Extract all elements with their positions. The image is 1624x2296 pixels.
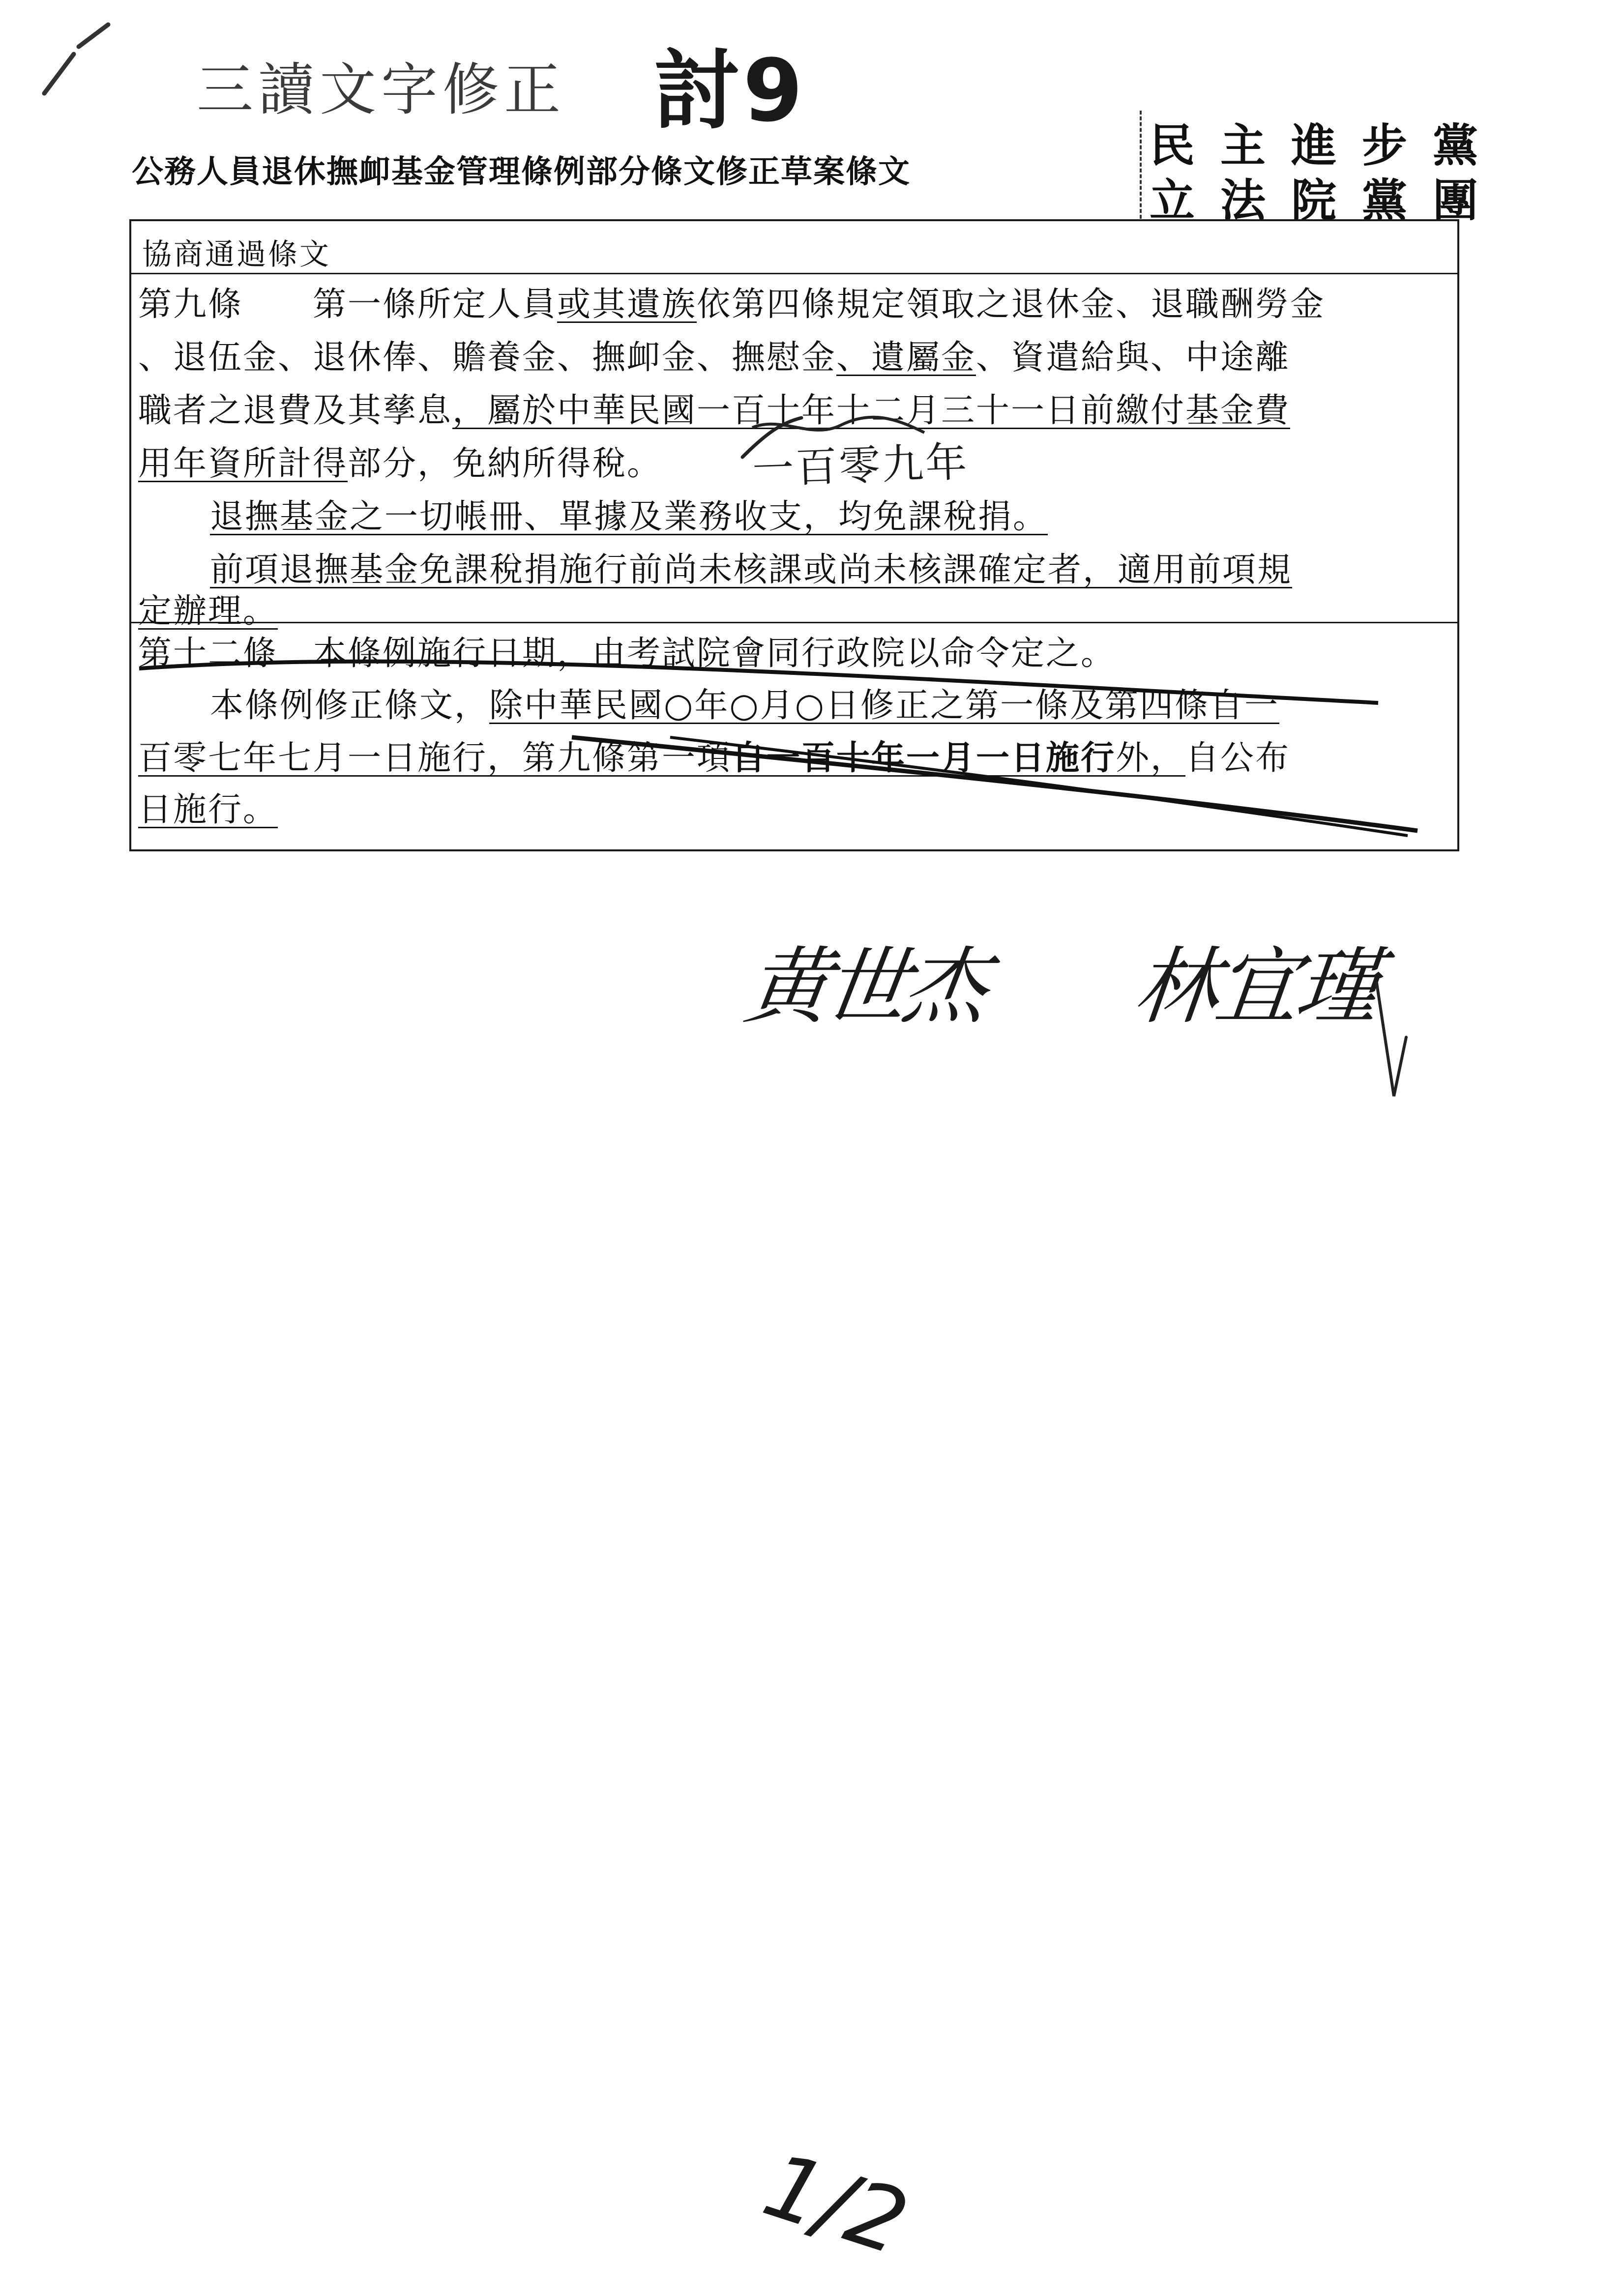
handwritten-check-mark (30, 20, 128, 103)
amended-text: ，屬於中華民國一百十年十二月三十一日前繳付基金費 (452, 391, 1291, 430)
party-caucus-stamp (1140, 106, 1528, 227)
stamp-caucus-name: 立法院黨團 (1150, 174, 1504, 227)
article-12-line-2: 本條例修正條文，除中華民國○年○月○日修正之第一條及第四條自一 (210, 686, 1280, 725)
document-title: 公務人員退休撫卹基金管理條例部分條文修正草案條文 (132, 153, 911, 190)
handwritten-date-correction: 一百零九年 (751, 437, 970, 494)
article-9-paragraph-2: 退撫基金之一切帳冊、單據及業務收支，均免課稅捐。 (210, 497, 1048, 536)
signature-tail-stroke (1367, 978, 1416, 1101)
page-number: 1/2 (752, 2133, 919, 2275)
article-9-line-4: 用年資所計得部分，免納所得稅。 (138, 444, 662, 483)
article-12-line-4: 日施行。 (138, 790, 278, 829)
article-12-line-1: 第十二條 本條例施行日期，由考試院會同行政院以命令定之。 (138, 634, 1116, 673)
article-12-strikethrough (129, 619, 1459, 855)
article-12-line-3: 百零七年七月一日施行，第九條第一項自一百十年一月一日施行外，自公布 (138, 738, 1291, 778)
article-9-line-3: 職者之退費及其孳息，屬於中華民國一百十年十二月三十一日前繳付基金費 (138, 391, 1291, 430)
amended-text: 、遺屬金 (836, 338, 976, 377)
handwritten-note-third-reading: 三讀文字修正 (197, 57, 566, 123)
signatures (739, 904, 1485, 1150)
article-12-label: 第十二條 (138, 634, 278, 673)
amended-text: 或其遺族 (557, 285, 697, 324)
amended-text-bold: 自一百十年一月一日施行 (732, 738, 1116, 778)
date-scribble-mark (738, 413, 969, 442)
article-9-line-2: 、退伍金、退休俸、贍養金、撫卹金、撫慰金、遺屬金、資遣給與、中途離 (138, 338, 1291, 377)
stamp-border (1140, 111, 1144, 219)
amended-text: 用年資所計得 (138, 444, 348, 483)
signature-first: 黄世杰 (739, 938, 989, 1036)
article-9-label: 第九條 (138, 285, 243, 324)
article-9-paragraph-3-line-2: 定辦理。 (138, 592, 278, 631)
stamp-party-name: 民主進步黨 (1150, 119, 1504, 172)
article-9-line-1: 第九條 第一條所定人員或其遺族依第四條規定領取之退休金、退職酬勞金 (138, 285, 1326, 324)
amended-text: 百零七年七月一日施行，第九條第一項 (138, 739, 732, 778)
handwritten-agenda-id: 討9 (654, 41, 806, 141)
signature-second: 林宜瑾 (1129, 938, 1382, 1036)
amended-text: 外， (1116, 739, 1186, 778)
amended-text: 除中華民國○年○月○日修正之第一條及第四條自一 (489, 686, 1280, 725)
table-header (131, 221, 1457, 274)
article-9-paragraph-3-line-1: 前項退撫基金免課稅捐施行前尚未核課或尚未核課確定者，適用前項規 (210, 551, 1293, 589)
table-header-label: 協商通過條文 (142, 237, 331, 272)
